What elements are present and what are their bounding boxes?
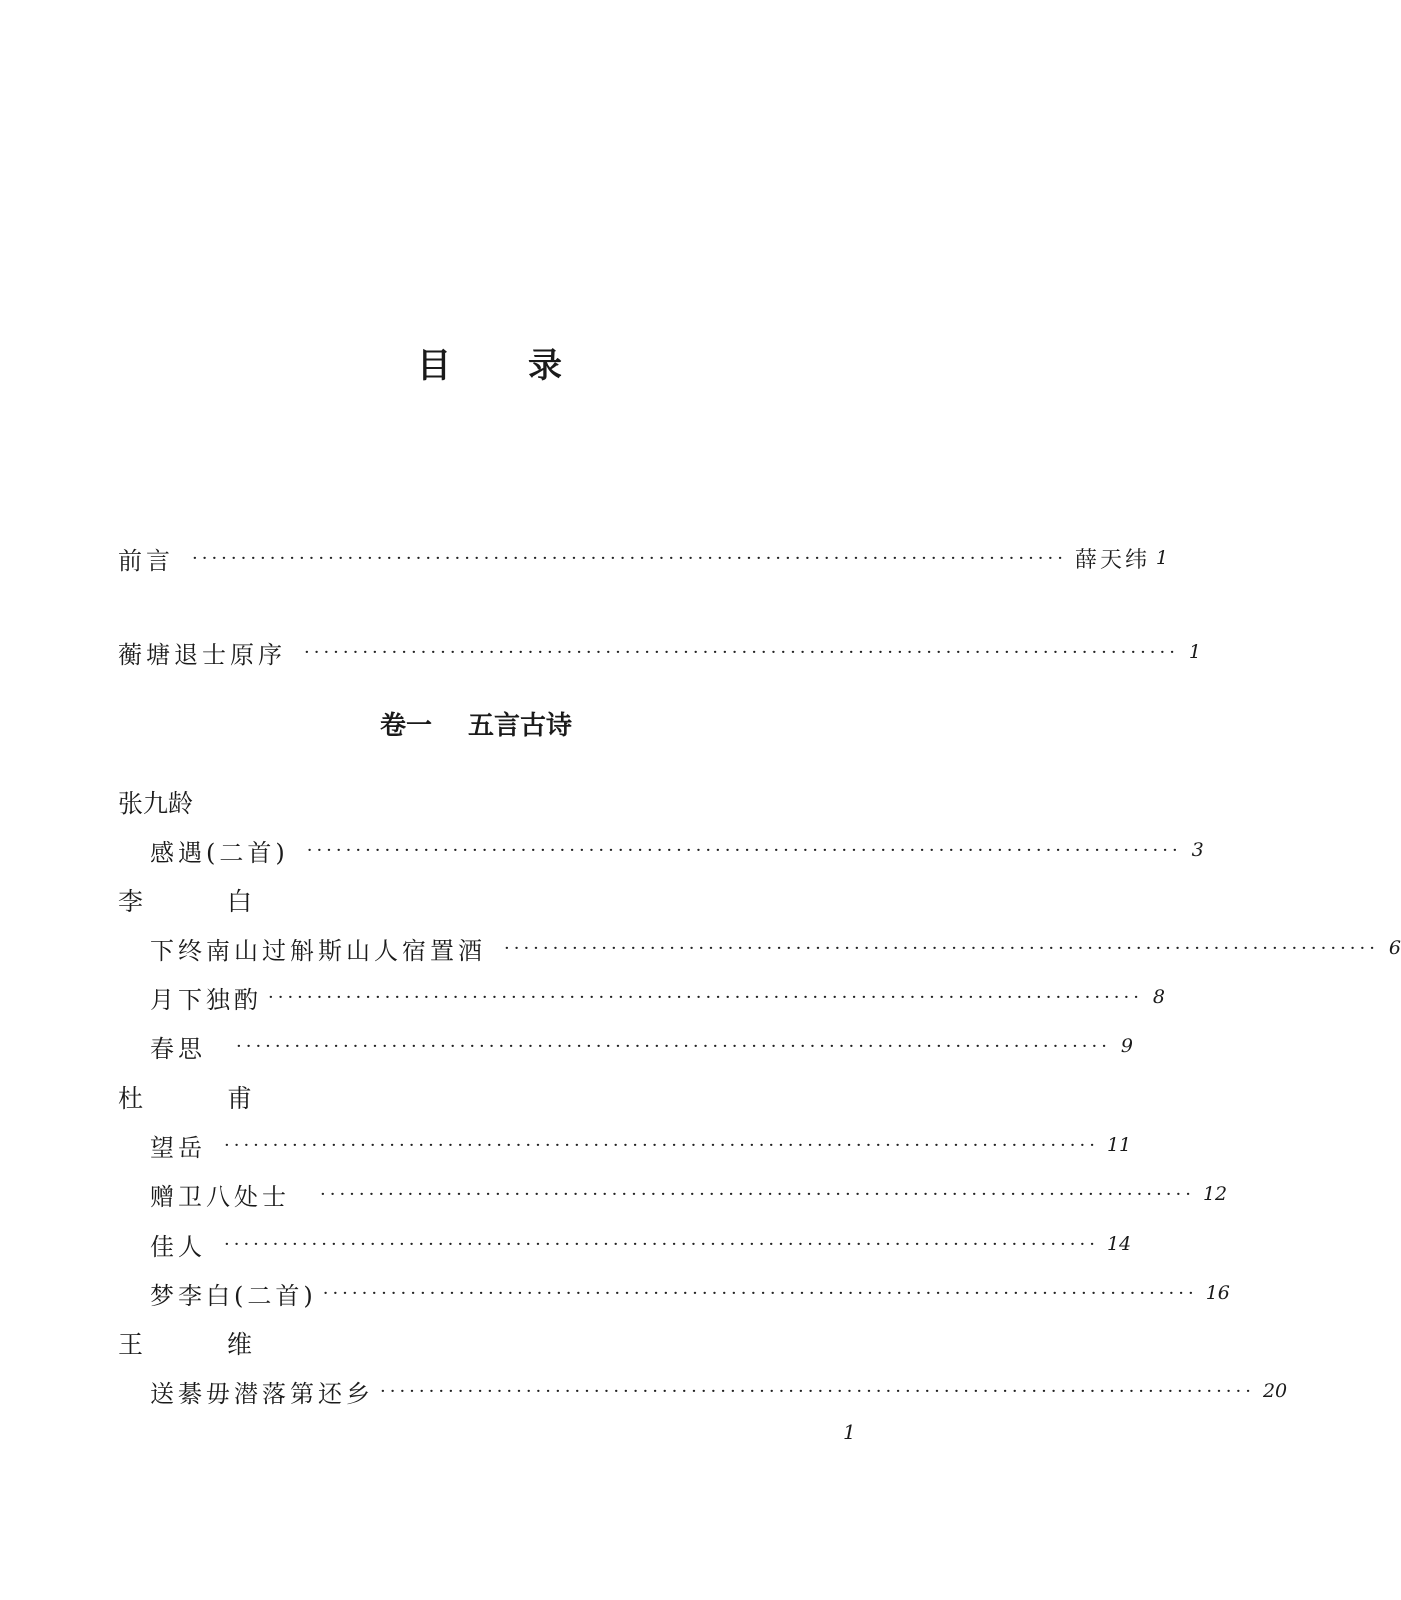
poet-heading: 张九龄 [118,789,194,818]
title-char-2: 录 [528,346,564,386]
poet-heading: 李 白 [118,887,290,916]
toc-page-number: 3 [1191,839,1204,861]
toc-page-number: 1 [1155,547,1168,569]
leader-dots: ·························································································· [322,1282,1198,1304]
poet-heading: 王 维 [118,1330,290,1359]
leader-dots: ·························································································· [224,1233,1099,1255]
poem-title: 望岳 [150,1133,206,1162]
poem-title: 感遇(二首) [150,838,289,867]
leader-dots: ·························································································· [224,1134,1099,1156]
leader-dots: ·························································································· [304,641,1179,663]
title-char-1: 目 [417,346,453,386]
toc-row-poem[interactable] [118,930,1401,966]
leader-dots: ·························································································· [236,1035,1111,1057]
toc-page-number: 1 [1188,641,1201,663]
toc-label: 蘅塘退士原序 [118,640,286,669]
section-volume: 卷一 [380,711,433,741]
section-heading [380,705,572,742]
poem-title: 佳人 [150,1232,206,1261]
toc-row-poem[interactable] [118,1176,1228,1212]
toc-page-number: 16 [1205,1282,1230,1304]
toc-row-poem[interactable] [118,1373,1288,1409]
leader-dots: ·························································································· [380,1380,1255,1402]
poem-title: 赠卫八处士 [150,1182,290,1211]
toc-row-poem[interactable] [118,1028,1133,1064]
toc-row-original-preface[interactable] [118,634,1201,670]
toc-row-poem[interactable] [118,1275,1230,1311]
leader-dots: ·························································································· [320,1183,1195,1205]
toc-page-number: 9 [1120,1035,1133,1057]
toc-page-number: 11 [1106,1134,1132,1156]
leader-dots: ·························································································· [504,937,1379,959]
toc-page-number: 20 [1262,1380,1288,1402]
toc-row-poem[interactable] [118,979,1165,1015]
section-name: 五言古诗 [468,711,573,741]
poem-title: 月下独酌 [150,985,262,1014]
toc-row-poem[interactable] [118,1127,1132,1163]
toc-page-number: 12 [1202,1183,1228,1205]
leader-dots: ·························································································· [192,547,1067,569]
toc-page-number: 14 [1106,1233,1132,1255]
poem-title: 送綦毋潜落第还乡 [150,1379,374,1408]
toc-label: 前言 [118,546,174,575]
toc-page-number: 6 [1388,937,1401,959]
toc-row-poem[interactable] [118,1226,1132,1262]
page-number-footer: 1 [843,1420,856,1444]
leader-dots: ·························································································· [306,839,1182,861]
poem-title: 下终南山过斛斯山人宿置酒 [150,936,486,965]
toc-page-number: 8 [1152,986,1165,1008]
toc-author: 薛天纬 [1074,547,1150,573]
toc-row-preface[interactable] [118,540,1168,576]
poet-heading: 杜 甫 [118,1084,290,1113]
poem-title: 梦李白(二首) [150,1281,317,1310]
toc-row-poem[interactable] [118,832,1204,868]
poem-title: 春思 [150,1034,206,1063]
leader-dots: ·························································································· [268,986,1143,1008]
